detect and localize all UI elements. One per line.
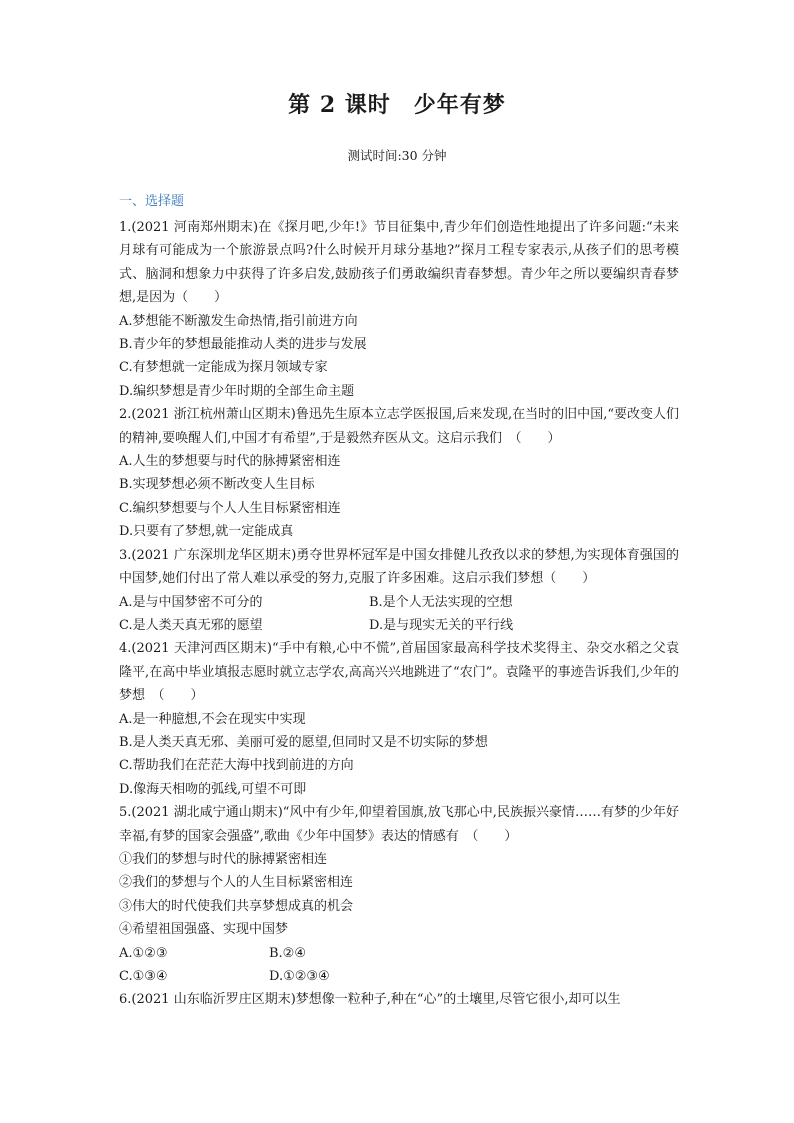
option: C.①③④ <box>119 969 168 984</box>
statement: ②我们的梦想与个人的人生目标紧密相连 <box>119 875 354 891</box>
option: C.是人类天真无邪的愿望 <box>119 617 263 633</box>
option: C.有梦想就一定能成为探月领域专家 <box>119 360 328 376</box>
page-title: 第 2 课时 少年有梦 <box>288 92 506 118</box>
statement: ③伟大的时代使我们共享梦想成真的机会 <box>119 898 354 914</box>
option: A.人生的梦想要与时代的脉搏紧密相连 <box>119 454 341 470</box>
option: A.是一种臆想,不会在现实中实现 <box>119 711 306 727</box>
test-time: 测试时间:30 分钟 <box>347 148 447 163</box>
option: B.青少年的梦想最能推动人类的进步与发展 <box>119 337 367 353</box>
option: C.帮助我们在茫茫大海中找到前进的方向 <box>119 758 354 774</box>
question-stem: 2.(2021 浙江杭州萧山区期末)鲁迅先生原本立志学医报国,后来发现,在当时的旧中国,“要改变人们的精神,要唤醒人们,中国才有希望”,于是毅然弃医从文。这启示我们 （ ） <box>119 407 679 446</box>
option: B.是个人无法实现的空想 <box>369 594 513 610</box>
option: D.像海天相吻的弧线,可望不可即 <box>119 781 307 797</box>
option: A.①②③ <box>119 945 168 961</box>
statement: ④希望祖国强盛、实现中国梦 <box>119 922 289 938</box>
section-heading: 一、选择题 <box>119 194 185 209</box>
option: C.编织梦想要与个人人生目标紧密相连 <box>119 500 341 516</box>
option: B.是人类天真无邪、美丽可爱的愿望,但同时又是不切实际的梦想 <box>119 734 488 750</box>
option: A.是与中国梦密不可分的 <box>119 594 263 610</box>
question-stem: 6.(2021 山东临沂罗庄区期末)梦想像一粒种子,种在“心”的土壤里,尽管它很小,却可以生 <box>119 992 621 1008</box>
question-list <box>119 216 679 1012</box>
option-row <box>119 591 679 614</box>
statement: ①我们的梦想与时代的脉搏紧密相连 <box>119 851 328 867</box>
option: D.①②③④ <box>269 969 330 984</box>
option: D.是与现实无关的平行线 <box>369 617 514 633</box>
option: D.编织梦想是青少年时期的全部生命主题 <box>119 383 355 399</box>
question-stem: 4.(2021 天津河西区期末)“手中有粮,心中不慌”,首届国家最高科学技术奖得主、杂交水稻之父袁隆平,在高中毕业填报志愿时就立志学农,高高兴兴地跳进了“农门”。袁隆平的事迹告诉我们,少年的梦想 （ ） <box>119 641 679 704</box>
option-row <box>119 614 679 637</box>
option-row <box>119 942 679 965</box>
option: B.实现梦想必须不断改变人生目标 <box>119 477 315 493</box>
option: D.只要有了梦想,就一定能成真 <box>119 524 294 540</box>
option: B.②④ <box>269 945 306 961</box>
option: A.梦想能不断激发生命热情,指引前进方向 <box>119 313 358 329</box>
question-stem: 5.(2021 湖北咸宁通山期末)“风中有少年,仰望着国旗,放飞那心中,民族振兴豪情……有梦的少年好幸福,有梦的国家会强盛”,歌曲《少年中国梦》表达的情感有 （ ） <box>119 805 679 844</box>
question-stem: 3.(2021 广东深圳龙华区期末)勇夺世界杯冠军是中国女排健儿孜孜以求的梦想,为实现体育强国的中国梦,她们付出了常人难以承受的努力,克服了许多困难。这启示我们梦想（ ） <box>119 547 679 587</box>
option-row <box>119 965 679 988</box>
question-stem: 1.(2021 河南郑州期末)在《探月吧,少年!》节目征集中,青少年们创造性地提出了许多问题:“未来月球有可能成为一个旅游景点吗?什么时候开月球分基地?”探月工程专家表示,从孩子们的思考模式、脑洞和想象力中获得了许多启发,鼓励孩子们勇敢编织青春梦想。青少年之所以要编织青春梦想,是因为（ ） <box>119 220 679 306</box>
